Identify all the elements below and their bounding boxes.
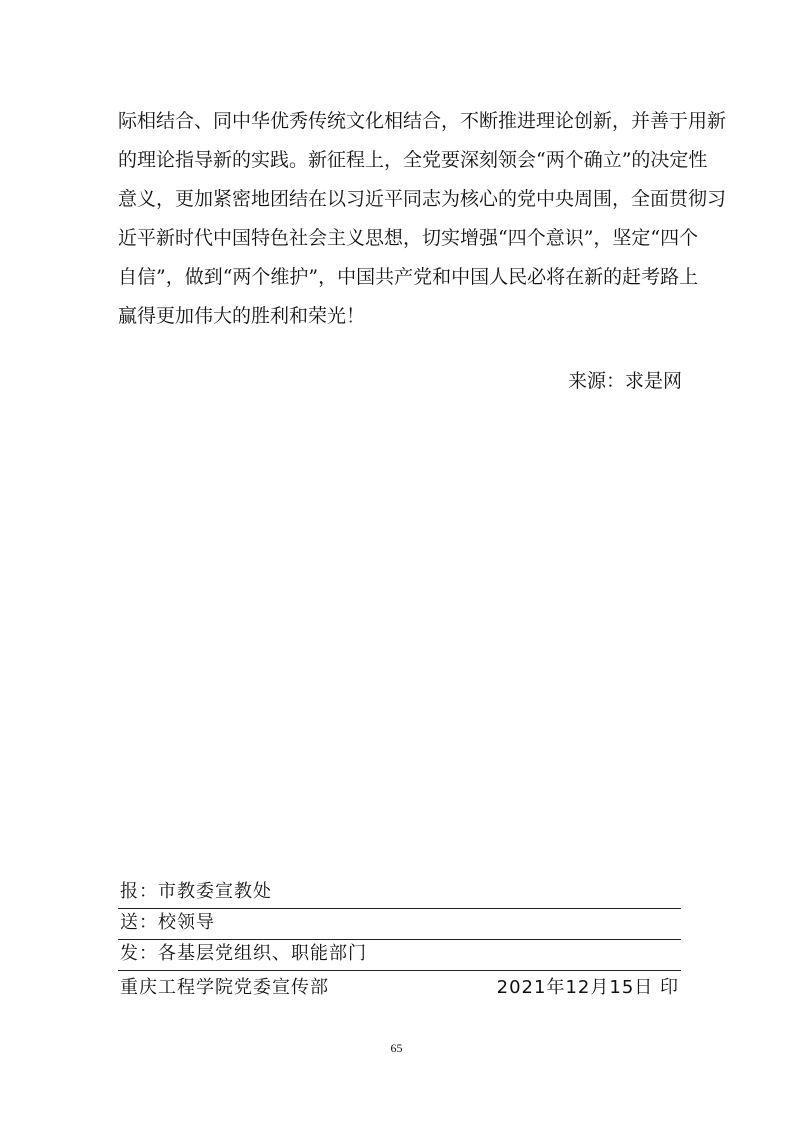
page-number: 65 [390,1041,403,1055]
issue-to-line: 发：各基层党组织、职能部门 [118,940,681,971]
issue-date: 2021年12月15日 印 [496,977,679,998]
body-line: 的理论指导新的实践。新征程上，全党要深刻领会“两个确立”的决定性 [118,149,708,171]
issuer-line [118,971,681,1003]
body-line: 近平新时代中国特色社会主义思想，切实增强“四个意识”，坚定“四个 [118,227,699,249]
article-body [118,102,727,336]
distribution-block [118,878,681,1003]
body-line: 自信”，做到“两个维护”，中国共产党和中国人民必将在新的赶考路上 [118,266,699,288]
body-line: 际相结合、同中华优秀传统文化相结合，不断推进理论创新，并善于用新 [118,110,727,132]
body-line: 赢得更加伟大的胜利和荣光！ [118,305,366,327]
send-to-line: 送：校领导 [118,909,681,940]
report-to-line: 报：市教委宣教处 [118,878,681,909]
issuer-name: 重庆工程学院党委宣传部 [120,977,329,998]
body-line: 意义，更加紧密地团结在以习近平同志为核心的党中央周围，全面贯彻习 [118,188,727,210]
article-source: 来源：求是网 [567,370,682,392]
